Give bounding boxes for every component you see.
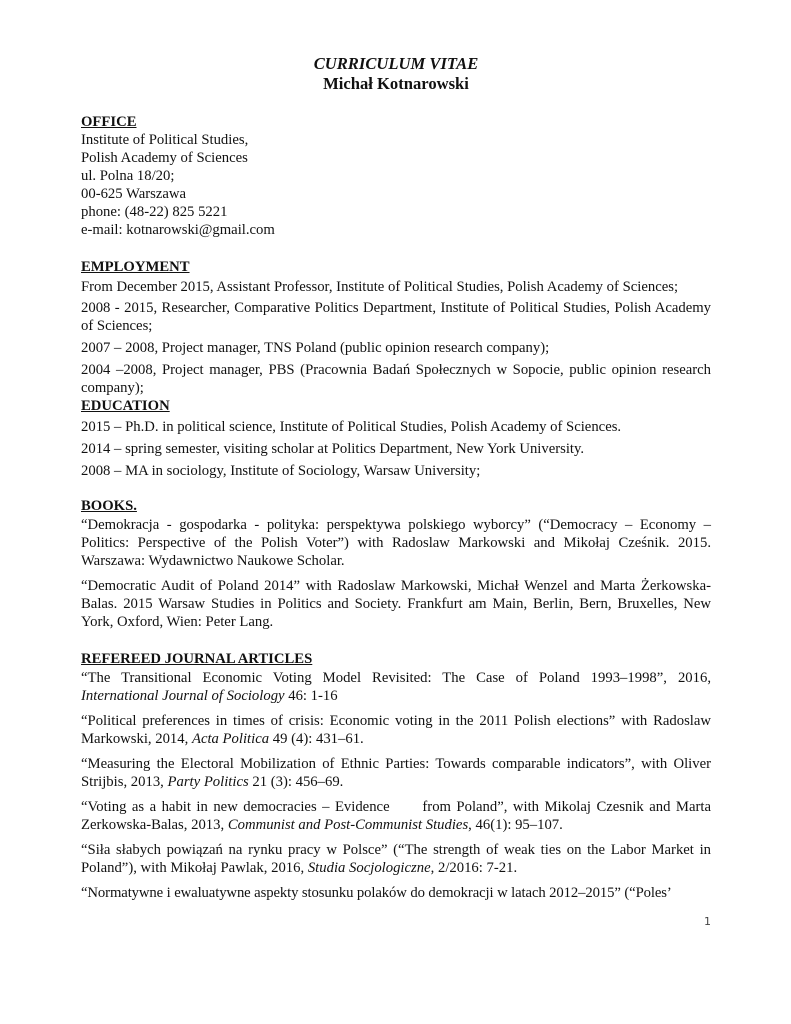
article-text: “Voting as a habit in new democracies – Evidence from Poland”, with Mikolaj Czesnik and Marta Zerkowska-Balas, 2013, (81, 799, 715, 833)
article-text: “Measuring the Electoral Mobilization of Ethnic Parties: Towards comparable indicators”, with Oliver Strijbis, 2013, (81, 756, 711, 790)
article-entry (81, 669, 711, 705)
article-text: “Normatywne i ewaluatywne aspekty stosunku polaków do demokracji w latach 2012–2015” (“Poles’ (81, 885, 672, 901)
article-details: , 2/2016: 7-21. (430, 860, 518, 876)
article-details: 46: 1-16 (284, 688, 338, 704)
office-line: ul. Polna 18/20; (81, 168, 175, 184)
education-item: 2015 – Ph.D. in political science, Institute of Political Studies, Polish Academy of Sciences. (81, 419, 622, 435)
office-line: Polish Academy of Sciences (81, 150, 248, 166)
education-heading: EDUCATION (81, 398, 170, 414)
article-entry (81, 841, 711, 877)
article-journal: Acta Politica (191, 731, 270, 747)
employment-heading: EMPLOYMENT (81, 259, 190, 275)
employment-item: 2008 - 2015, Researcher, Comparative Politics Department, Institute of Political Studies, Polish Academy of Sciences; (81, 300, 711, 334)
employment-item: 2007 – 2008, Project manager, TNS Poland (public opinion research company); (81, 340, 550, 356)
articles-heading: REFEREED JOURNAL ARTICLES (81, 651, 313, 667)
author-name: Michał Kotnarowski (323, 74, 469, 93)
employment-item: 2004 –2008, Project manager, PBS (Pracownia Badań Społecznych w Sopocie, public opinion research company); (81, 362, 711, 396)
article-journal: Party Politics (167, 774, 249, 790)
article-entry (81, 712, 711, 748)
article-details: 21 (3): 456–69. (248, 774, 344, 790)
page-number: 1 (704, 915, 711, 928)
article-entry (81, 755, 711, 791)
office-email: e-mail: kotnarowski@gmail.com (81, 222, 275, 238)
book-entry: “Demokracja - gospodarka - polityka: perspektywa polskiego wyborcy” (“Democracy – Economy – Politics: Perspective of the Polish Voter”) with Radoslaw Markowski and Mikołaj Cześnik. 2015. Warszawa: Wydawnictwo Naukowe Scholar. (81, 517, 711, 569)
office-line: Institute of Political Studies, (81, 132, 249, 148)
article-journal: Communist and Post-Communist Studies (227, 817, 469, 833)
article-journal: International Journal of Sociology (81, 688, 285, 704)
cv-content (81, 54, 715, 902)
article-entry (81, 884, 711, 902)
article-text: “The Transitional Economic Voting Model Revisited: The Case of Poland 1993–1998”, 2016, (81, 670, 711, 686)
article-details: 49 (4): 431–61. (269, 731, 364, 747)
document-title: CURRICULUM VITAE (313, 54, 479, 73)
education-item: 2014 – spring semester, visiting scholar at Politics Department, New York University. (81, 441, 585, 457)
office-heading: OFFICE (81, 114, 137, 130)
books-heading: BOOKS. (81, 498, 137, 514)
book-entry: “Democratic Audit of Poland 2014” with Radoslaw Markowski, Michał Wenzel and Marta Żerkowska-Balas. 2015 Warsaw Studies in Politics and Society. Frankfurt am Main, Berlin, Bern, Bruxelles, New York, Oxford, Wien: Peter Lang. (81, 578, 711, 630)
office-phone: phone: (48-22) 825 5221 (81, 204, 228, 220)
employment-item: From December 2015, Assistant Professor, Institute of Political Studies, Polish Academy of Sciences; (81, 279, 679, 295)
article-journal: Studia Socjologiczne (307, 860, 431, 876)
article-text: “Siła słabych powiązań na rynku pracy w Polsce” (“The strength of weak ties on the Labor Market in Poland”), with Mikołaj Pawlak, 2016, (81, 842, 711, 876)
article-entry (81, 798, 715, 834)
office-line: 00-625 Warszawa (81, 186, 186, 202)
education-item: 2008 – MA in sociology, Institute of Sociology, Warsaw University; (81, 463, 481, 479)
article-text: “Political preferences in times of crisis: Economic voting in the 2011 Polish elections” with Radoslaw Markowski, 2014, (81, 713, 711, 747)
article-details: , 46(1): 95–107. (468, 817, 563, 833)
